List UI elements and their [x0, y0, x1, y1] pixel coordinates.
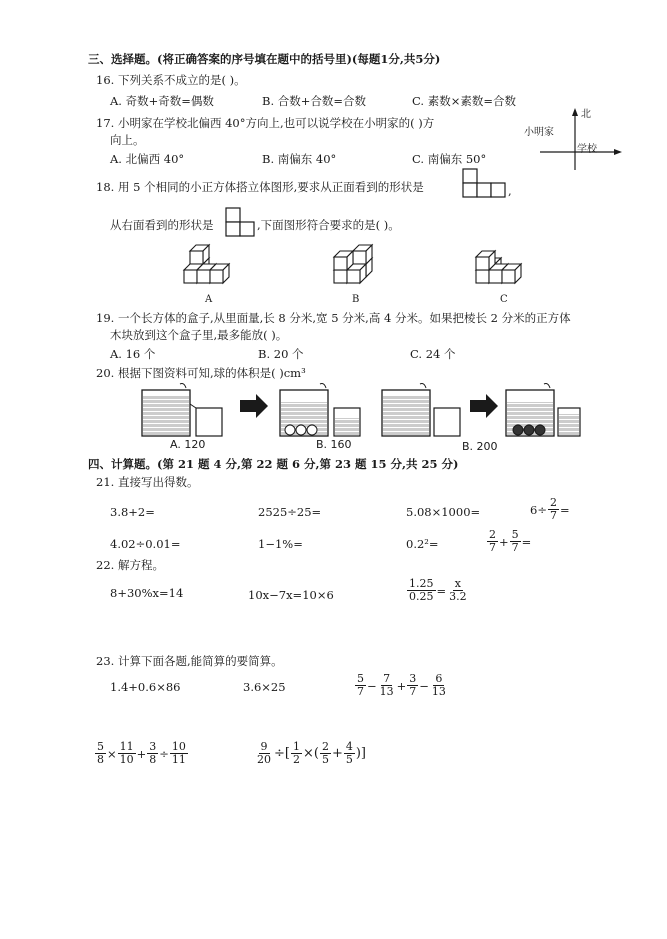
- denominator: 7: [549, 509, 557, 522]
- compass-diagram: [520, 108, 630, 178]
- denominator: 5: [345, 753, 353, 766]
- q23-e4: [94, 741, 189, 766]
- cube-front-face: [184, 270, 197, 283]
- q18-stem-line2: 从右面看到的形状是: [110, 218, 214, 232]
- operator: =: [521, 534, 532, 549]
- denominator: 10: [119, 753, 134, 766]
- q16-stem: 16. 下列关系不成立的是( )。: [96, 73, 246, 87]
- q20-label-b: B. 160: [316, 438, 352, 451]
- cube-front-face: [210, 270, 223, 283]
- q18-stem-line2-end: ,下面图形符合要求的是( )。: [257, 218, 400, 232]
- q17-stem-line2: 向上。: [110, 133, 145, 147]
- numerator: 4: [345, 740, 353, 753]
- fraction: [255, 741, 273, 766]
- numerator: x: [454, 577, 461, 590]
- q20-stem-start: 20. 根据下图资料可知,: [96, 366, 214, 380]
- q21-r1c4-prefix: 6÷: [530, 502, 547, 517]
- cube-front-face: [190, 251, 203, 264]
- numerator: 5: [97, 740, 104, 753]
- denominator: 3.2: [449, 590, 467, 603]
- denominator: 7: [357, 685, 364, 698]
- q22-eq3: [406, 578, 470, 603]
- numerator: 11: [119, 740, 134, 753]
- q17-option-c: C. 南偏东 50°: [412, 152, 487, 166]
- denominator: 8: [149, 753, 157, 766]
- cube-front-face: [502, 270, 515, 283]
- q18-figure-b: [330, 243, 400, 293]
- q17-option-b: B. 南偏东 40°: [262, 152, 337, 166]
- cube-front-face: [347, 270, 360, 283]
- fraction: [291, 741, 302, 766]
- q18-label-b: B: [352, 294, 360, 305]
- fraction: [355, 673, 366, 698]
- fraction: [407, 673, 418, 698]
- q17-option-a: A. 北偏西 40°: [110, 152, 185, 166]
- fraction: [487, 529, 498, 554]
- numerator: 2: [549, 496, 557, 509]
- q21-r1c3: 5.08×1000=: [406, 505, 481, 519]
- q19-stem-line1: 19. 一个长方体的盒子,从里面量,长 8 分米,宽 5 分米,高 4 分米。如果把棱长 2 分米的正方体: [96, 311, 571, 325]
- q18-label-a: A: [205, 294, 213, 305]
- q18-stem-line1: 18. 用 5 个相同的小正方体搭立体图形,要求从正面看到的形状是: [96, 180, 424, 194]
- operator: ÷: [159, 746, 169, 761]
- denominator: 7: [489, 541, 496, 554]
- q20-label-c: B. 200: [462, 440, 498, 453]
- fraction: [320, 741, 331, 766]
- cube-front-face: [489, 270, 502, 283]
- numerator: 1.25: [409, 577, 434, 590]
- fraction: [95, 741, 106, 766]
- denominator: 11: [171, 753, 186, 766]
- numerator: 1: [292, 740, 300, 753]
- q23-e1: 1.4+0.6×86: [110, 680, 181, 694]
- q22-eq1: 8+30%x=14: [110, 586, 184, 600]
- denominator: 7: [409, 685, 417, 698]
- cube-front-face: [334, 270, 347, 283]
- compass-home-label: 小明家: [524, 127, 554, 138]
- q18-figure-a: [180, 243, 250, 293]
- fraction: [170, 741, 188, 766]
- denominator: 8: [97, 753, 104, 766]
- q21-stem: 21. 直接写出得数。: [96, 475, 199, 489]
- q19-option-b: B. 20 个: [258, 347, 304, 361]
- q22-stem: 22. 解方程。: [96, 558, 164, 572]
- q19-option-a: A. 16 个: [110, 347, 156, 361]
- numerator: 6: [435, 672, 443, 685]
- q21-r1c4: [530, 497, 570, 522]
- operator: =: [436, 583, 447, 598]
- compass-school-label: 学校: [577, 144, 597, 155]
- section3-title: 三、选择题。(将正确答案的序号填在题中的括号里)(每题1分,共5分): [88, 52, 441, 66]
- fraction: [344, 741, 355, 766]
- fraction: [447, 578, 469, 603]
- fraction: [407, 578, 436, 603]
- compass-north-label: 北: [581, 109, 591, 120]
- q23-e2: 3.6×25: [243, 680, 286, 694]
- q21-r1c2: 2525÷25=: [258, 505, 322, 519]
- q20-beaker-diagram: [140, 380, 580, 440]
- numerator: 3: [409, 672, 417, 685]
- q19-option-c: C. 24 个: [410, 347, 456, 361]
- operator: +: [396, 678, 407, 693]
- numerator: 10: [171, 740, 186, 753]
- q16-option-b: B. 合数+合数=合数: [262, 94, 367, 108]
- operator: )]: [355, 746, 366, 761]
- operator: ×(: [302, 746, 319, 761]
- q21-r2c2: 1−1%=: [258, 537, 303, 551]
- beaker-group-2: [280, 384, 360, 437]
- q19-stem-line2: 木块放到这个盒子里,最多能放( )。: [110, 328, 288, 342]
- operator: +: [136, 746, 147, 761]
- q18-label-c: C: [500, 294, 508, 305]
- operator: −: [367, 678, 377, 693]
- fraction: [548, 497, 559, 522]
- operator: +: [499, 534, 509, 549]
- beaker-group-4: [506, 384, 580, 437]
- denominator: 5: [321, 753, 329, 766]
- numerator: 7: [383, 672, 391, 685]
- q21-r2c4: [486, 529, 531, 554]
- numerator: 5: [511, 528, 519, 541]
- q23-e3: [354, 673, 449, 698]
- denominator: 20: [257, 753, 271, 766]
- section4-title: 四、计算题。(第 21 题 4 分,第 22 题 6 分,第 23 题 15 分,共 25 分): [88, 457, 459, 471]
- denominator: 13: [379, 685, 394, 698]
- operator: ÷[: [274, 746, 290, 761]
- numerator: 2: [321, 740, 329, 753]
- numerator: 3: [149, 740, 157, 753]
- denominator: 13: [431, 685, 446, 698]
- q16-option-c: C. 素数×素数=合数: [412, 94, 516, 108]
- q22-eq2: 10x−7x=10×6: [248, 588, 334, 602]
- denominator: 2: [292, 753, 300, 766]
- numerator: 5: [357, 672, 364, 685]
- right-view-shape: [225, 207, 261, 239]
- cube-front-face: [334, 257, 347, 270]
- q21-r2c3: 0.2²=: [406, 537, 439, 551]
- q23-stem: 23. 计算下面各题,能简算的要简算。: [96, 654, 283, 668]
- operator: ×: [107, 746, 117, 761]
- q20-label-a: A. 120: [170, 438, 206, 451]
- cube-front-face: [476, 270, 489, 283]
- q17-stem-line1: 17. 小明家在学校北偏西 40°方向上,也可以说学校在小明家的( )方: [96, 116, 435, 130]
- q18-stem-line1-end: ,: [508, 184, 512, 198]
- q21-r1c1: 3.8+2=: [110, 505, 155, 519]
- operator: −: [419, 678, 429, 693]
- fraction: [510, 529, 521, 554]
- front-view-shape: [462, 168, 522, 200]
- q16-option-a: A. 奇数+奇数=偶数: [110, 94, 214, 108]
- numerator: 9: [260, 740, 268, 753]
- beaker-group-3: [382, 384, 460, 437]
- cube-front-face: [353, 251, 366, 264]
- fraction: [378, 673, 396, 698]
- denominator: 7: [511, 541, 519, 554]
- fraction: [118, 741, 136, 766]
- denominator: 0.25: [409, 590, 434, 603]
- cube-front-face: [197, 270, 210, 283]
- numerator: 2: [489, 528, 496, 541]
- fraction: [147, 741, 158, 766]
- q20-stem: [96, 365, 306, 381]
- q21-r2c1: 4.02÷0.01=: [110, 537, 181, 551]
- beaker-group-1: [142, 384, 222, 437]
- q20-stem-mid: 的体积是( )cm³: [225, 366, 306, 380]
- operator: +: [331, 746, 343, 761]
- fraction: [430, 673, 448, 698]
- q20-ball-word: 球: [213, 366, 226, 380]
- q18-figure-c: [472, 243, 542, 293]
- cube-front-face: [476, 257, 489, 270]
- q21-r1c4-eq: =: [559, 502, 570, 517]
- q23-e5: [254, 741, 366, 766]
